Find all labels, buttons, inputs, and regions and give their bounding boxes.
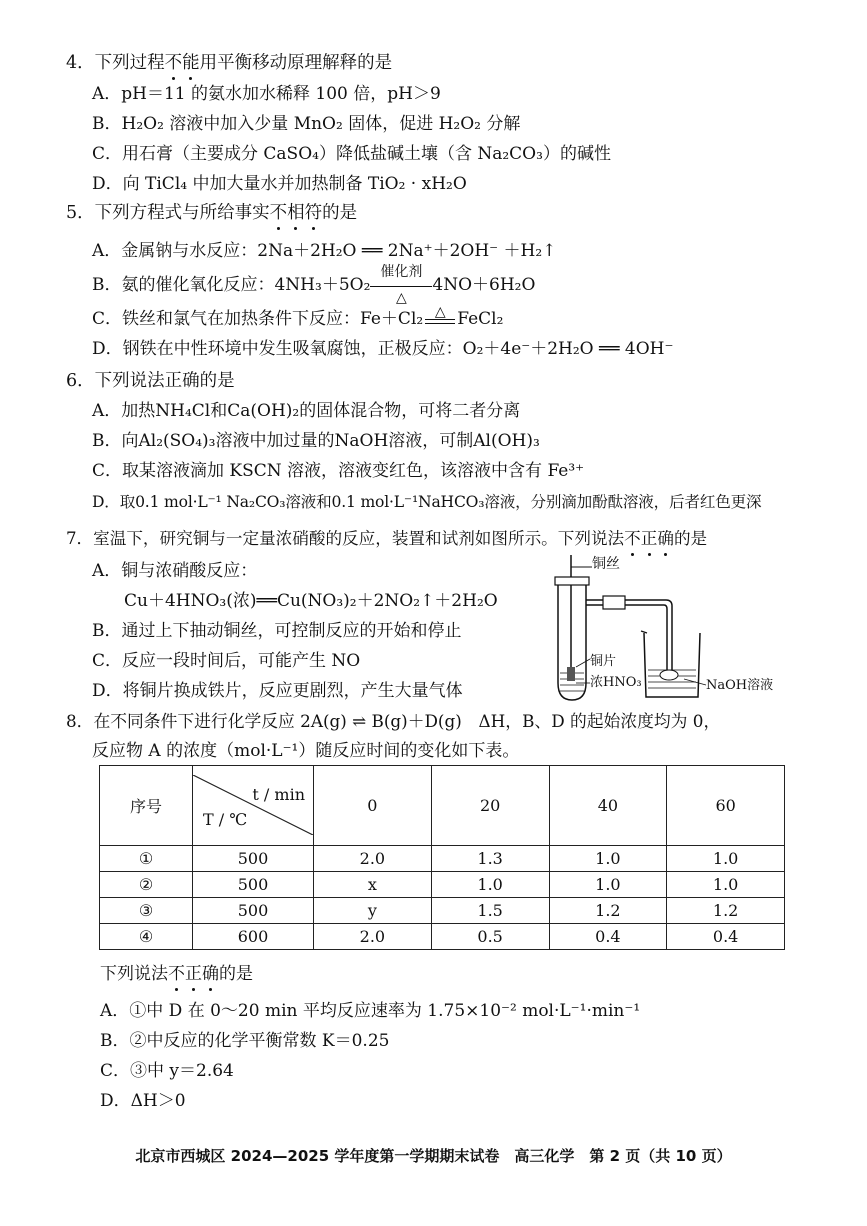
q4-option-a: A．pH＝11 的氨水加水稀释 100 倍，pH＞9: [92, 84, 441, 104]
table-row: [100, 923, 785, 949]
q8-ask: 下列说法不正确的是: [100, 964, 253, 984]
row-value: 0.5: [431, 923, 549, 949]
header-diagonal: [193, 766, 314, 846]
q5-option-c: C．铁丝和氯气在加热条件下反应：Fe＋Cl₂ △ FeCl₂: [92, 303, 504, 329]
q7-emphasis: [624, 529, 674, 548]
emphasis-char: 确: [657, 529, 674, 548]
row-value: 1.0: [549, 871, 667, 897]
q4-stem: 4．下列过程不能用平衡移动原理解释的是: [66, 53, 393, 73]
header-time-40: 40: [549, 766, 667, 846]
page-footer: 北京市西城区 2024—2025 学年度第一学期期末试卷 高三化学 第 2 页（共 10 页）: [135, 1147, 732, 1165]
q7-option-d: D．将铜片换成铁片，反应更剧烈，产生大量气体: [92, 681, 463, 701]
row-value: 1.2: [549, 897, 667, 923]
q6-option-a: A．加热NH₄Cl和Ca(OH)₂的固体混合物，可将二者分离: [92, 401, 521, 421]
emphasis-char: 确: [202, 964, 219, 984]
row-value: 2.0: [314, 845, 432, 871]
q8-stem-line1: 8．在不同条件下进行化学反应 2A(g) ⇌ B(g)＋D(g) ΔH，B、D 的起始浓度均为 0，: [66, 711, 721, 731]
q4-option-c: C．用石膏（主要成分 CaSO₄）降低盐碱土壤（含 Na₂CO₃）的碱性: [92, 144, 611, 164]
emphasis-char: 正: [185, 964, 202, 984]
header-temperature: T / ℃: [203, 810, 248, 830]
row-temperature: 500: [193, 845, 314, 871]
q6-option-c: C．取某溶液滴加 KSCN 溶液，溶液变红色，该溶液中含有 Fe³⁺: [92, 461, 585, 481]
row-number: ③: [100, 897, 193, 923]
q4-option-b: B．H₂O₂ 溶液中加入少量 MnO₂ 固体，促进 H₂O₂ 分解: [92, 114, 521, 134]
emphasis-char: 不: [168, 964, 185, 984]
q8-option-c: C．③中 y＝2.64: [100, 1061, 234, 1081]
q6-stem: 6．下列说法正确的是: [66, 371, 235, 391]
header-time: t / min: [252, 785, 305, 805]
header-time-20: 20: [431, 766, 549, 846]
q8-emphasis: [168, 964, 219, 984]
emphasis-char: 能: [182, 53, 200, 73]
row-value: 1.5: [431, 897, 549, 923]
q8-option-a: A．①中 D 在 0～20 min 平均反应速率为 1.75×10⁻² mol·L⁻¹·min⁻¹: [100, 1001, 641, 1021]
row-value: y: [314, 897, 432, 923]
q7-option-b: B．通过上下抽动铜丝，可控制反应的开始和停止: [92, 621, 462, 641]
q6-option-d: D．取0.1 mol·L⁻¹ Na₂CO₃溶液和0.1 mol·L⁻¹NaHCO₃溶液，分别滴加酚酞溶液，后者红色更深: [92, 493, 762, 511]
q5-stem: 5．下列方程式与所给事实不相符的是: [66, 203, 358, 223]
table-row: [100, 845, 785, 871]
row-value: x: [314, 871, 432, 897]
row-temperature: 500: [193, 871, 314, 897]
row-value: 1.3: [431, 845, 549, 871]
q6-option-b: B．向Al₂(SO₄)₃溶液中加过量的NaOH溶液，可制Al(OH)₃: [92, 431, 540, 451]
emphasis-char: 不: [269, 203, 288, 223]
row-value: 1.0: [431, 871, 549, 897]
row-number: ④: [100, 923, 193, 949]
row-value: 1.0: [667, 871, 785, 897]
row-value: 0.4: [549, 923, 667, 949]
row-temperature: 500: [193, 897, 314, 923]
table-row: [100, 897, 785, 923]
emphasis-char: 不: [624, 529, 641, 548]
q7-option-c: C．反应一段时间后，可能产生 NO: [92, 651, 361, 671]
label-copper-plate: 铜片: [590, 654, 617, 669]
emphasis-char: 相: [287, 203, 305, 223]
q5-option-d: D．钢铁在中性环境中发生吸氧腐蚀，正极反应：O₂＋4e⁻＋2H₂O ══ 4OH⁻: [92, 339, 674, 359]
emphasis-char: 符: [304, 203, 323, 223]
q4-option-d: D．向 TiCl₄ 中加大量水并加热制备 TiO₂ · xH₂O: [92, 174, 467, 194]
table-row: [100, 871, 785, 897]
q7-stem: 7．室温下，研究铜与一定量浓硝酸的反应，装置和试剂如图所示。下列说法不正确的是: [66, 529, 708, 548]
q7-option-a: A．铜与浓硝酸反应：: [92, 561, 258, 581]
row-number: ②: [100, 871, 193, 897]
q8-stem-line2: 反应物 A 的浓度（mol·L⁻¹）随反应时间的变化如下表。: [92, 741, 520, 761]
row-temperature: 600: [193, 923, 314, 949]
label-naoh: NaOH溶液: [706, 678, 774, 693]
q8-option-d: D．ΔH＞0: [100, 1091, 186, 1111]
header-time-60: 60: [667, 766, 785, 846]
header-time-0: 0: [314, 766, 432, 846]
table-header-row: [100, 766, 785, 846]
q8-option-b: B．②中反应的化学平衡常数 K＝0.25: [100, 1031, 390, 1051]
label-copper-wire: 铜丝: [592, 556, 620, 572]
q5-b-condition: 催化剂 △: [370, 275, 432, 297]
q5-option-b: B．氨的催化氧化反应：4NH₃＋5O₂ 催化剂 △ 4NO＋6H₂O: [92, 263, 536, 306]
emphasis-char: 不: [164, 53, 183, 73]
header-number: 序号: [100, 766, 193, 846]
q5-option-a: A．金属钠与水反应：2Na＋2H₂O ══ 2Na⁺＋2OH⁻ ＋H₂↑: [92, 241, 557, 261]
q5-emphasis: [270, 203, 323, 223]
row-number: ①: [100, 845, 193, 871]
row-value: 0.4: [667, 923, 785, 949]
row-value: 1.0: [549, 845, 667, 871]
q7-option-a-equation: Cu＋4HNO₃(浓)══Cu(NO₃)₂＋2NO₂↑＋2H₂O: [124, 591, 498, 611]
q5-c-condition: △: [423, 309, 457, 331]
label-conc-hno3: 浓HNO₃: [590, 675, 642, 690]
emphasis-char: 正: [640, 529, 658, 548]
q8-table: [99, 765, 785, 950]
row-value: 2.0: [314, 923, 432, 949]
q4-emphasis: [165, 53, 200, 73]
row-value: 1.0: [667, 845, 785, 871]
apparatus-figure: [548, 555, 788, 710]
row-value: 1.2: [667, 897, 785, 923]
